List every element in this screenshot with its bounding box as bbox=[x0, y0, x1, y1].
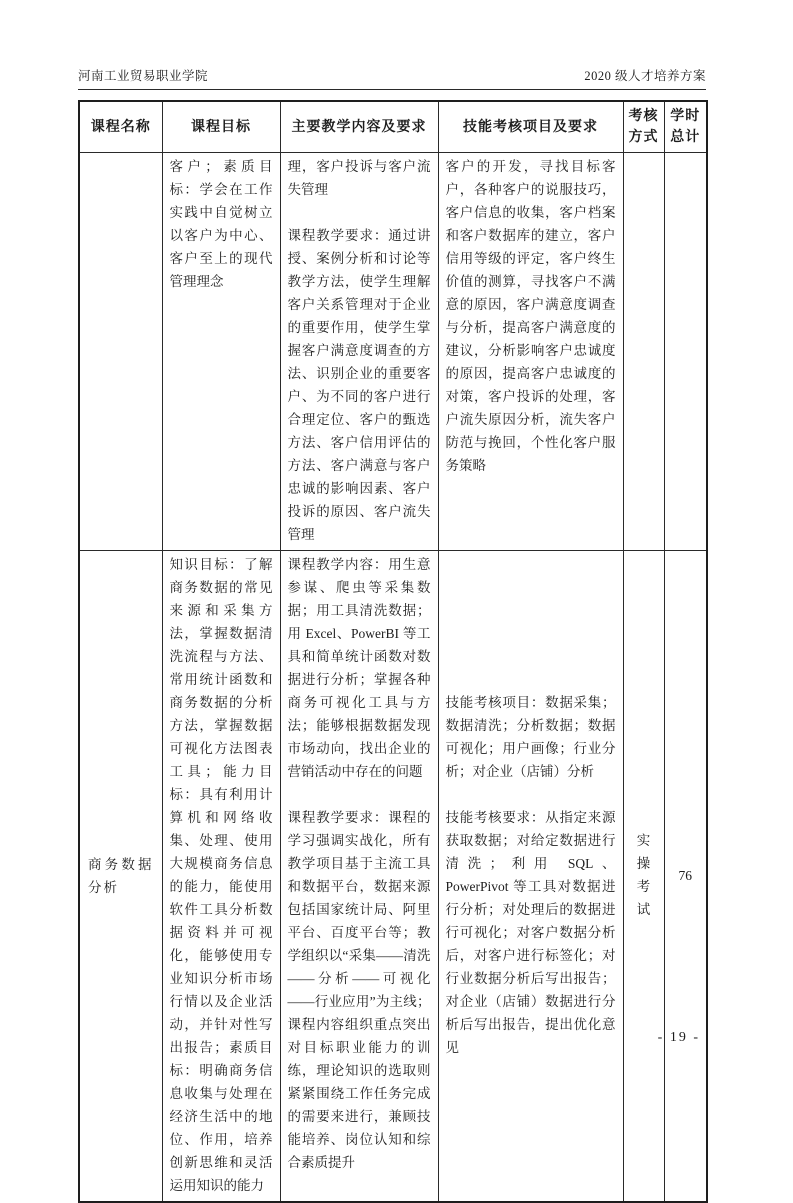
table-row bbox=[79, 551, 707, 1203]
header-teaching-content: 主要教学内容及要求 bbox=[280, 101, 438, 153]
cell-skill-assessment: 技能考核项目：数据采集；数据清洗；分析数据；数据可视化；用户画像；行业分析；对企业（店铺）分析 技能考核要求：从指定来源获取数据；对给定数据进行清洗；利用 SQL、PowerPivot 等工具对数据进行分析；对处理后的数据进行可视化；对客户数据分析后，对客户进行标签化；对行业数据分析后写出报告；对企业（店铺）数据进行分析后写出报告，提出优化意见 bbox=[438, 551, 623, 1203]
header-skill-assessment: 技能考核项目及要求 bbox=[438, 101, 623, 153]
cell-course-objectives: 知识目标：了解商务数据的常见来源和采集方法，掌握数据清洗流程与方法、常用统计函数和商务数据的分析方法，掌握数据可视化方法图表工具；能力目标：具有利用计算机和网络收集、处理、使用大规模商务信息的能力，能使用软件工具分析数据资料并可视化，能够使用专业知识分析市场行情以及企业活动，并针对性写出报告；素质目标：明确商务信息收集与处理在经济生活中的地位、作用，培养创新思维和灵活运用知识的能力 bbox=[162, 551, 280, 1203]
cell-course-name: 商务数据分析 bbox=[79, 551, 162, 1203]
cell-course-objectives: 客户；素质目标：学会在工作实践中自觉树立以客户为中心、客户至上的现代管理理念 bbox=[162, 153, 280, 551]
cell-teaching-content: 课程教学内容：用生意参谋、爬虫等采集数据；用工具清洗数据；用 Excel、PowerBI 等工具和简单统计函数对数据进行分析；掌握各种商务可视化工具与方法；能够根据数据发现市场动向，找出企业的营销活动中存在的问题 课程教学要求：课程的学习强调实战化，所有教学项目基于主流工具和数据平台，数据来源包括国家统计局、阿里平台、百度平台等；教学组织以“采集——清洗——分析——可视化——行业应用”为主线；课程内容组织重点突出对目标职业能力的训练，理论知识的选取则紧紧围绕工作任务完成的需要来进行，兼顾技能培养、岗位认知和综合素质提升 bbox=[280, 551, 438, 1203]
table-header-row bbox=[79, 101, 707, 153]
page-content bbox=[78, 66, 706, 1203]
header-course-name: 课程名称 bbox=[79, 101, 162, 153]
document-title: 2020 级人才培养方案 bbox=[584, 69, 706, 83]
table-row bbox=[79, 153, 707, 551]
institution-name: 河南工业贸易职业学院 bbox=[78, 69, 209, 83]
cell-teaching-content: 理，客户投诉与客户流失管理 课程教学要求：通过讲授、案例分析和讨论等教学方法，使学生理解客户关系管理对于企业的重要作用，使学生掌握客户满意度调查的方法、识别企业的重要客户、为不同的客户进行合理定位、客户的甄选方法、客户信用评估的方法、客户满意与客户忠诚的影响因素、客户投诉的原因、客户流失管理 bbox=[280, 153, 438, 551]
cell-skill-assessment: 客户的开发，寻找目标客户，各种客户的说服技巧，客户信息的收集，客户档案和客户数据库的建立，客户信用等级的评定，客户终生价值的测算，寻找客户不满意的原因，客户满意度调查与分析，提高客户满意度的建议，分析影响客户忠诚度的原因，提高客户忠诚度的对策，客户投诉的处理，客户流失原因分析，流失客户防范与挽回，个性化客户服务策略 bbox=[438, 153, 623, 551]
page-number: - 19 - bbox=[657, 1030, 700, 1045]
cell-assessment-method bbox=[623, 153, 664, 551]
header-assessment-method: 考核方式 bbox=[623, 101, 664, 153]
header-course-objectives: 课程目标 bbox=[162, 101, 280, 153]
cell-total-hours: 76 bbox=[664, 551, 707, 1203]
cell-assessment-method: 实操考试 bbox=[623, 551, 664, 1203]
running-head bbox=[78, 66, 706, 90]
course-table bbox=[78, 100, 708, 1203]
cell-total-hours bbox=[664, 153, 707, 551]
header-total-hours: 学时总计 bbox=[664, 101, 707, 153]
cell-course-name bbox=[79, 153, 162, 551]
